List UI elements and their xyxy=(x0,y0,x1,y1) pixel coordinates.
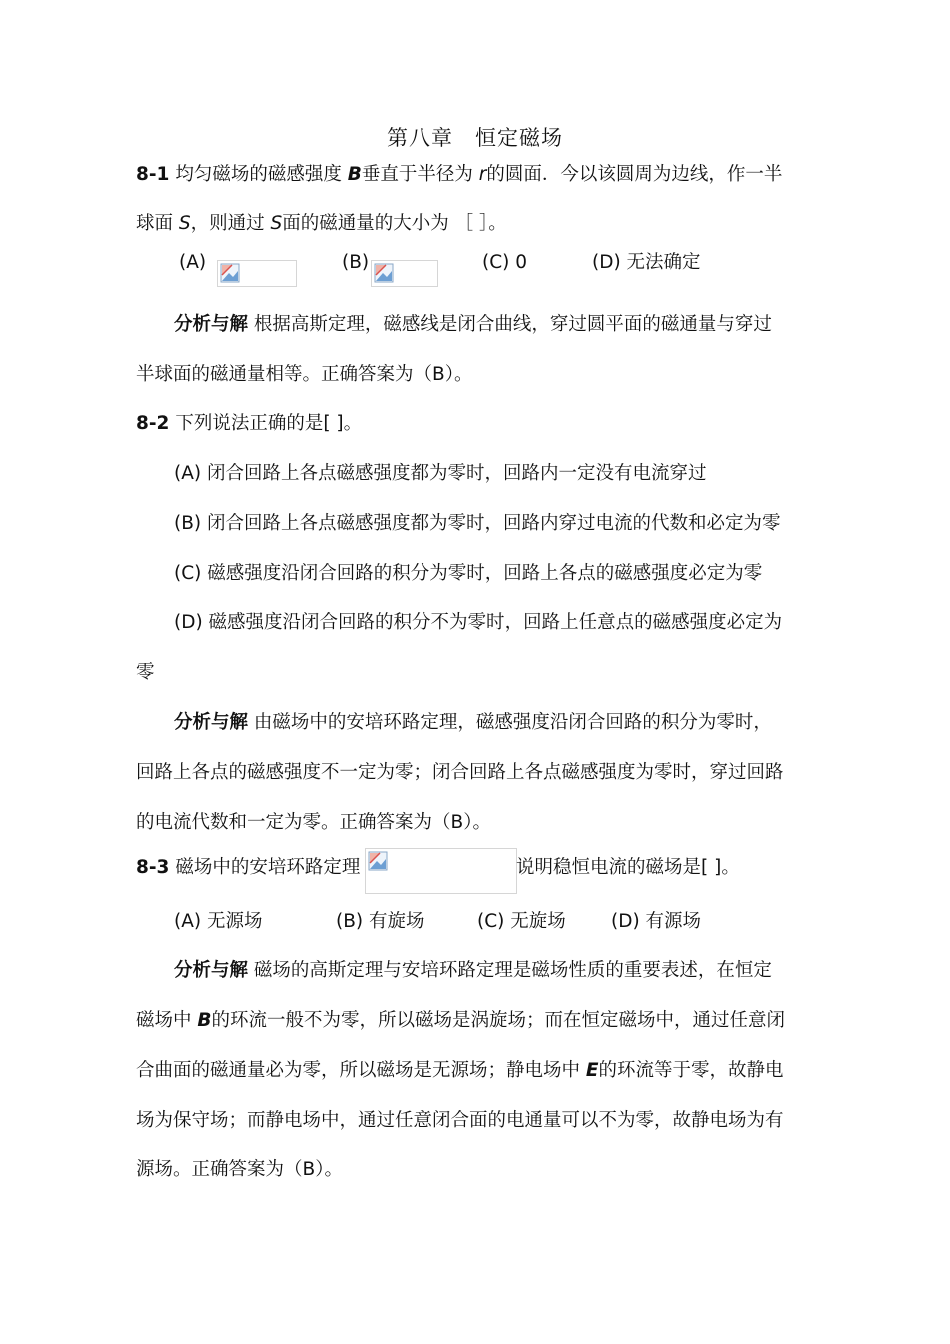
q2-option-a: (A) 闭合回路上各点磁感强度都为零时，回路内一定没有电流穿过 xyxy=(174,463,707,484)
q3-text: 磁场中的安培环路定理 xyxy=(169,857,361,878)
q3-stem-part-2: 说明稳恒电流的磁场是[ ]。 xyxy=(516,857,740,878)
analysis-text: 的环流等于零，故静电 xyxy=(598,1060,784,1081)
analysis-label: 分析与解 xyxy=(174,314,249,335)
q1-option-b-image xyxy=(371,260,438,287)
analysis-label: 分析与解 xyxy=(174,960,249,981)
q2-analysis-line-3: 的电流代数和一定为零。正确答案为（B）。 xyxy=(136,812,491,833)
q3-analysis-line-5: 源场。正确答案为（B）。 xyxy=(136,1159,343,1180)
q2-stem xyxy=(136,411,362,437)
var-s: S xyxy=(178,213,191,234)
q1-line-2 xyxy=(136,211,507,237)
q2-number: 8-2 xyxy=(136,413,170,434)
q1-option-d: (D) 无法确定 xyxy=(592,252,701,273)
var-b: B xyxy=(347,164,362,185)
q1-option-a-image xyxy=(217,260,297,287)
broken-image-icon xyxy=(368,851,388,871)
q1-text: 球面 xyxy=(136,213,179,234)
q3-analysis-line-4: 场为保守场；而静电场中，通过任意闭合面的电通量可以不为零，故静电场为有 xyxy=(136,1110,784,1131)
q3-option-b: (B) 有旋场 xyxy=(336,911,425,932)
q2-option-d: (D) 磁感强度沿闭合回路的积分不为零时，回路上任意点的磁感强度必定为 xyxy=(174,612,783,633)
chapter-title: 第八章 恒定磁场 xyxy=(387,126,563,150)
q3-stem-part-1 xyxy=(136,855,360,881)
analysis-label: 分析与解 xyxy=(174,712,249,733)
q3-number: 8-3 xyxy=(136,857,170,878)
q1-text: 的圆面．今以该圆周为边线，作一半 xyxy=(486,164,783,185)
q1-text: 均匀磁场的磁感强度 xyxy=(169,164,348,185)
q2-option-c: (C) 磁感强度沿闭合回路的积分为零时，回路上各点的磁感强度必定为零 xyxy=(174,563,763,584)
var-b: B xyxy=(197,1010,212,1031)
q2-analysis-line-2: 回路上各点的磁感强度不一定为零；闭合回路上各点磁感强度为零时，穿过回路 xyxy=(136,762,784,783)
q2-option-b: (B) 闭合回路上各点磁感强度都为零时，回路内穿过电流的代数和必定为零 xyxy=(174,513,781,534)
q1-analysis-line-1 xyxy=(174,312,772,338)
q3-option-a: (A) 无源场 xyxy=(174,911,263,932)
var-s: S xyxy=(270,213,283,234)
q2-analysis-line-1 xyxy=(174,710,772,736)
analysis-text: 根据高斯定理，磁感线是闭合曲线，穿过圆平面的磁通量与穿过 xyxy=(248,314,772,335)
q1-option-a: (A) xyxy=(179,252,207,273)
q2-text: 下列说法正确的是[ ]。 xyxy=(169,413,363,434)
q1-number: 8-1 xyxy=(136,164,170,185)
broken-image-icon xyxy=(374,263,394,283)
analysis-text: 由磁场中的安培环路定理，磁感强度沿闭合回路的积分为零时， xyxy=(248,712,772,733)
q3-analysis-line-2 xyxy=(136,1008,785,1034)
q1-option-b: (B) xyxy=(342,252,370,273)
q3-analysis-line-1 xyxy=(174,958,772,984)
var-r: r xyxy=(478,164,487,185)
q1-option-c: (C) 0 xyxy=(482,252,528,273)
broken-image-icon xyxy=(220,263,240,283)
q1-text: ，则通过 xyxy=(190,213,271,234)
q2-option-d-wrap: 零 xyxy=(136,662,155,683)
q3-option-d: (D) 有源场 xyxy=(611,911,702,932)
q3-analysis-line-3 xyxy=(136,1058,784,1084)
q3-option-c: (C) 无旋场 xyxy=(477,911,566,932)
ampere-law-formula-image xyxy=(365,848,517,894)
q1-analysis-line-2: 半球面的磁通量相等。正确答案为（B）。 xyxy=(136,364,473,385)
q1-text: 垂直于半径为 xyxy=(361,164,479,185)
q1-line-1 xyxy=(136,162,782,188)
analysis-text: 磁场的高斯定理与安培环路定理是磁场性质的重要表述，在恒定 xyxy=(248,960,772,981)
analysis-text: 磁场中 xyxy=(136,1010,198,1031)
analysis-text: 的环流一般不为零，所以磁场是涡旋场；而在恒定磁场中，通过任意闭 xyxy=(211,1010,786,1031)
var-e: E xyxy=(585,1060,599,1081)
analysis-text: 合曲面的磁通量必为零，所以磁场是无源场；静电场中 xyxy=(136,1060,586,1081)
q1-text: 面的磁通量的大小为 ［ ］。 xyxy=(282,213,507,234)
